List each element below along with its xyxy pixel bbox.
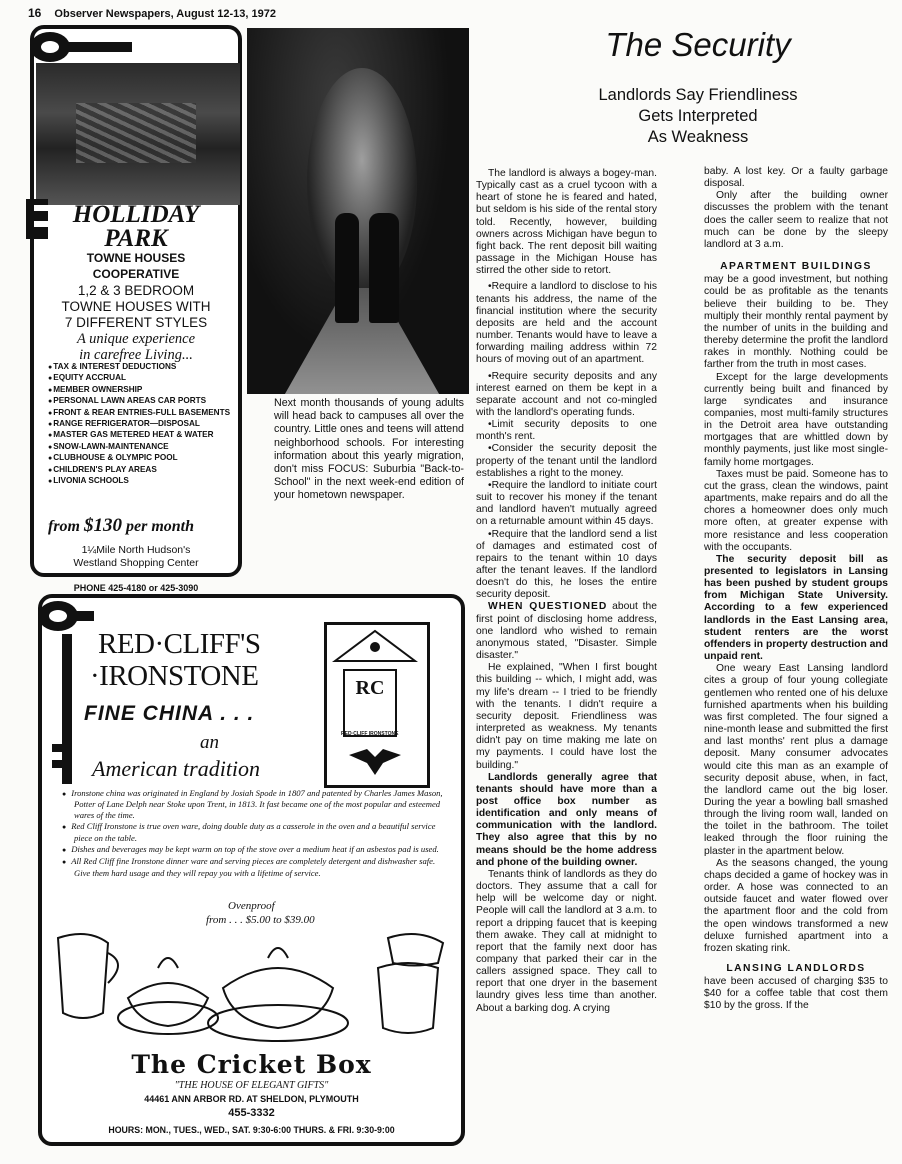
subtitle-line-2: Gets Interpreted [638, 107, 758, 125]
paragraph: have been accused of charging $35 to $40 for a coffee table that cost them $10 by the gross. If the [704, 976, 888, 1012]
bold-paragraph: The security deposit bill as presented to legislators in Lansing has been pushed by student groups from Michigan State University. According to a few experienced landlords in the East Lansing area, student renters are the worst offenders in property destruction and unpaid rent. [704, 553, 888, 663]
list-item: ● RANGE REFRIGERATOR—DISPOSAL [48, 419, 238, 430]
paragraph: •Limit security deposits to one month's rent. [476, 419, 657, 443]
list-item: ● MEMBER OWNERSHIP [48, 385, 238, 396]
paragraph: •Consider the security deposit the property of the tenant until the landlord establishes a right to the money. [476, 443, 657, 479]
list-item: ● TAX & INTEREST DEDUCTIONS [48, 362, 238, 373]
frame-finial-icon [331, 627, 419, 663]
paragraph: •Require security deposits and any interest earned on them be kept in a separate account and not co-mingled with the landlord's operating funds. [476, 370, 657, 418]
paragraph: •Require a landlord to disclose to his tenants his address, the name of the financial institution where the security deposits are held and the account number. Tenants would have to leave a forwarding mailing address within 72 hours of moving out of an apartment. [476, 281, 657, 366]
figure-right [369, 213, 399, 323]
holliday-title: HOLLIDAY [72, 201, 200, 228]
paragraph: One weary East Lansing landlord cites a group of four young collegiate gentlemen who rented one of his deluxe furnished apartments when his building was first completed. The four signed a nine-month lease and submitted the first and last months' rent plus a damage deposit. Many consumer advocates would cite this man as an example of security deposit abuse, when, in fact, the landlord came out the big loser. During the year a bowling ball smashed through the living room wall, landed on the toilet in the bathroom. The toilet leaked through the floor ruining the plaster in the apartment below. [704, 663, 888, 857]
redcliff-name: RED·CLIFF'S [98, 628, 261, 660]
key-logo-icon [36, 596, 96, 636]
paragraph: Taxes must be paid. Someone has to cut the grass, clean the windows, paint apartments, make repairs and do all the chores a homeowner does only much more often, at greater expense with more resistance and less cooperation with the occupants. [704, 468, 888, 553]
article-title: The Security [605, 26, 791, 63]
section-heading: APARTMENT BUILDINGS [720, 261, 872, 273]
store-address: 44461 ANN ARBOR RD. AT SHELDON, PLYMOUTH [144, 1094, 359, 1104]
feature-list [48, 362, 238, 487]
list-item: ● MASTER GAS METERED HEAT & WATER [48, 430, 238, 441]
fine-china-label: FINE CHINA . . . [84, 702, 255, 725]
list-item: ● EQUITY ACCRUAL [48, 373, 238, 384]
price-from: from [48, 518, 80, 535]
tagline-1: A unique experience [76, 331, 196, 347]
masthead [28, 6, 276, 20]
paragraph: Only after the building owner discusses the problem with the tenant does the caller seem to realize that not much can be done by the sleepy landlord at 3 a.m. [704, 190, 888, 250]
price-range: from . . . $5.00 to $39.00 [206, 914, 315, 926]
townhouse-photo [36, 63, 240, 205]
logo-caption: RED·CLIFF IRONSTONE [341, 731, 399, 737]
paragraph: may be a good investment, but nothing could be as profitable as the tenants believe their building to be. They multiply their monthly rental payment by the number of units in the building and thereby determine the profit the landlord rakes in monthly. Nothing could be farther from the truth in most cases. [704, 274, 888, 371]
china-illustration-icon [48, 928, 458, 1048]
paper-dateline: Observer Newspapers, August 12-13, 1972 [54, 8, 276, 20]
list-item: ● Dishes and beverages may be kept warm on top of the stove over a medium heat if an asbestos pad is used. [62, 844, 452, 855]
holliday-park-ad [30, 25, 242, 593]
list-item: ● CHILDREN'S PLAY AREAS [48, 465, 238, 476]
price-value: $130 [84, 515, 122, 536]
list-item: ● LIVONIA SCHOOLS [48, 476, 238, 487]
store-tagline: "THE HOUSE OF ELEGANT GIFTS" [174, 1080, 329, 1091]
price-per: per month [126, 518, 195, 535]
article-column-2 [704, 166, 888, 1013]
photo-caption: Next month thousands of young adults will head back to campuses all over the country. Little ones and teens will attend neighborhood schools. For interesting information about this yearly migration, don't miss FOCUS: Suburbia "Back-to-School" in the next week-end edition of your hometown newspaper. [274, 397, 464, 502]
address-line-2: Westland Shopping Center [73, 557, 199, 569]
towne-houses-label: TOWNE HOUSES [86, 251, 186, 265]
an-label: an [200, 732, 219, 753]
cooperative-label: COOPERATIVE [92, 267, 180, 281]
ironstone-name: ·IRONSTONE [90, 660, 259, 692]
article-subtitle [530, 85, 866, 148]
paragraph: •Require that the landlord send a list of damages and estimated cost of repairs to the tenant within 10 days after the tenant leaves. If the landlord doesn't do this, he loses the entire security deposit. [476, 528, 657, 601]
list-item: ● PERSONAL LAWN AREAS CAR PORTS [48, 396, 238, 407]
address-line-1: 1¼Mile North Hudson's [81, 544, 191, 556]
store-phone: 455-3332 [228, 1107, 275, 1119]
china-facts-list [62, 788, 452, 879]
paragraph-text: about the first point of disclosing home address, one landlord who wished to remain anonymous stated, "Disaster. Simple disaster." [476, 601, 657, 662]
paragraph [476, 601, 657, 662]
key-shaft-icon [52, 634, 82, 794]
ovenproof-label: Ovenproof [228, 900, 275, 912]
list-item: ● SNOW-LAWN-MAINTENANCE [48, 442, 238, 453]
list-item: ● FRONT & REAR ENTRIES-FULL BASEMENTS [48, 408, 238, 419]
campus-walk-photo [247, 28, 469, 394]
list-item: ● Ironstone china was originated in England by Josiah Spode in 1807 and patented by Charles James Mason, Potter of Lane Delph near Stoke upon Trent, in 1813. It fast became one of the most popular and esteemed wares of the time. [62, 788, 452, 820]
section-heading: LANSING LANDLORDS [726, 963, 866, 974]
price-line [48, 515, 194, 537]
subtitle-line-1: Landlords Say Friendliness [598, 86, 798, 104]
key-logo-icon [28, 27, 138, 67]
paragraph: The landlord is always a bogey-man. Typically cast as a cruel tycoon with a heart of stone he is feared and hated, but seldom is his side of the rental story told. Recently, however, building owners across Michigan have begun to fight back. The rent deposit bill waiting passage in the Michigan House has stirred the other side to retort. [476, 168, 657, 277]
store-hours: HOURS: MON., TUES., WED., SAT. 9:30-6:00 THURS. & FRI. 9:30-9:00 [108, 1125, 395, 1135]
bedroom-line: 1,2 & 3 BEDROOM [77, 283, 195, 298]
tree-shape [307, 68, 417, 298]
bold-paragraph: Landlords generally agree that tenants should have more than a post office box number as identification and only means of communication with the landlord. They also agree that this by no means should be the home address and phone of the building owner. [476, 771, 657, 868]
paragraph: As the seasons changed, the young chaps decided a game of hockey was in order. A hose was connected to an outside faucet and water flowed over the apartment floor and the cold from the open windows transformed a new deluxe furnished apartment into a frozen skating rink. [704, 857, 888, 954]
paragraph: •Require the landlord to initiate court suit to recover his money if the tenant and landlord haven't mutually agreed on a returnable amount within 45 days. [476, 479, 657, 528]
list-item: ● All Red Cliff fine Ironstone dinner ware and serving pieces are completely detergent and dishwasher safe. Give them hard usage and they will repay you with a lifetime of service. [62, 856, 452, 878]
page-number: 16 [28, 6, 42, 20]
list-item: ● CLUBHOUSE & OLYMPIC POOL [48, 453, 238, 464]
paragraph: baby. A lost key. Or a faulty garbage disposal. [704, 166, 888, 190]
figure-left [335, 213, 359, 323]
eagle-emblem-icon [347, 743, 403, 777]
subtitle-line-3: As Weakness [647, 128, 749, 146]
paragraph: He explained, "When I first bought this building -- which, I might add, was my life's dream -- I tried to be friendly with the tenants. I didn't require a security deposit. Friendliness was interpreted as weakness. My tenants didn't pay on time making me late on my payments. I could have lost the building." [476, 662, 657, 771]
location [34, 544, 238, 570]
red-cliff-ad [38, 594, 465, 1146]
townehouses-line: TOWNE HOUSES WITH [61, 299, 211, 314]
phone-numbers: PHONE 425-4180 or 425-3090 [73, 583, 199, 593]
store-name: The Cricket Box [131, 1050, 372, 1079]
tagline-2: in carefree Living... [79, 347, 193, 363]
logo-plate [343, 669, 397, 737]
rc-logo: RC [355, 677, 385, 699]
paragraph: Except for the large developments currently being built and financed by large syndicates and insurance companies, most multi-family structures in the Detroit area have outstanding mortgages that are whittled down by monthly payments, just like most single-family home mortgages. [704, 371, 888, 468]
china-cabinet-frame [324, 622, 430, 788]
inline-heading: WHEN QUESTIONED [488, 601, 608, 613]
article-column-1 [476, 168, 657, 1015]
paragraph: Tenants think of landlords as they do doctors. They assume that a call for help will be welcome day or night. People will call the landlord at 3 a.m. to report a dripping faucet that is keeping them awake. They call at midnight to report that the family next door has company that parked their car in the callers assigned space. They call to report that one dryer in the basement laundry gives less time than another. About a barking dog. A crying [476, 868, 657, 1014]
list-item: ● Red Cliff Ironstone is true oven ware, doing double duty as a casserole in the oven and a beautiful service piece on the table. [62, 821, 452, 843]
styles-line: 7 DIFFERENT STYLES [64, 315, 208, 330]
park-title: PARK [104, 225, 168, 252]
tradition-label: American tradition [92, 756, 261, 781]
path-shape [277, 288, 447, 394]
